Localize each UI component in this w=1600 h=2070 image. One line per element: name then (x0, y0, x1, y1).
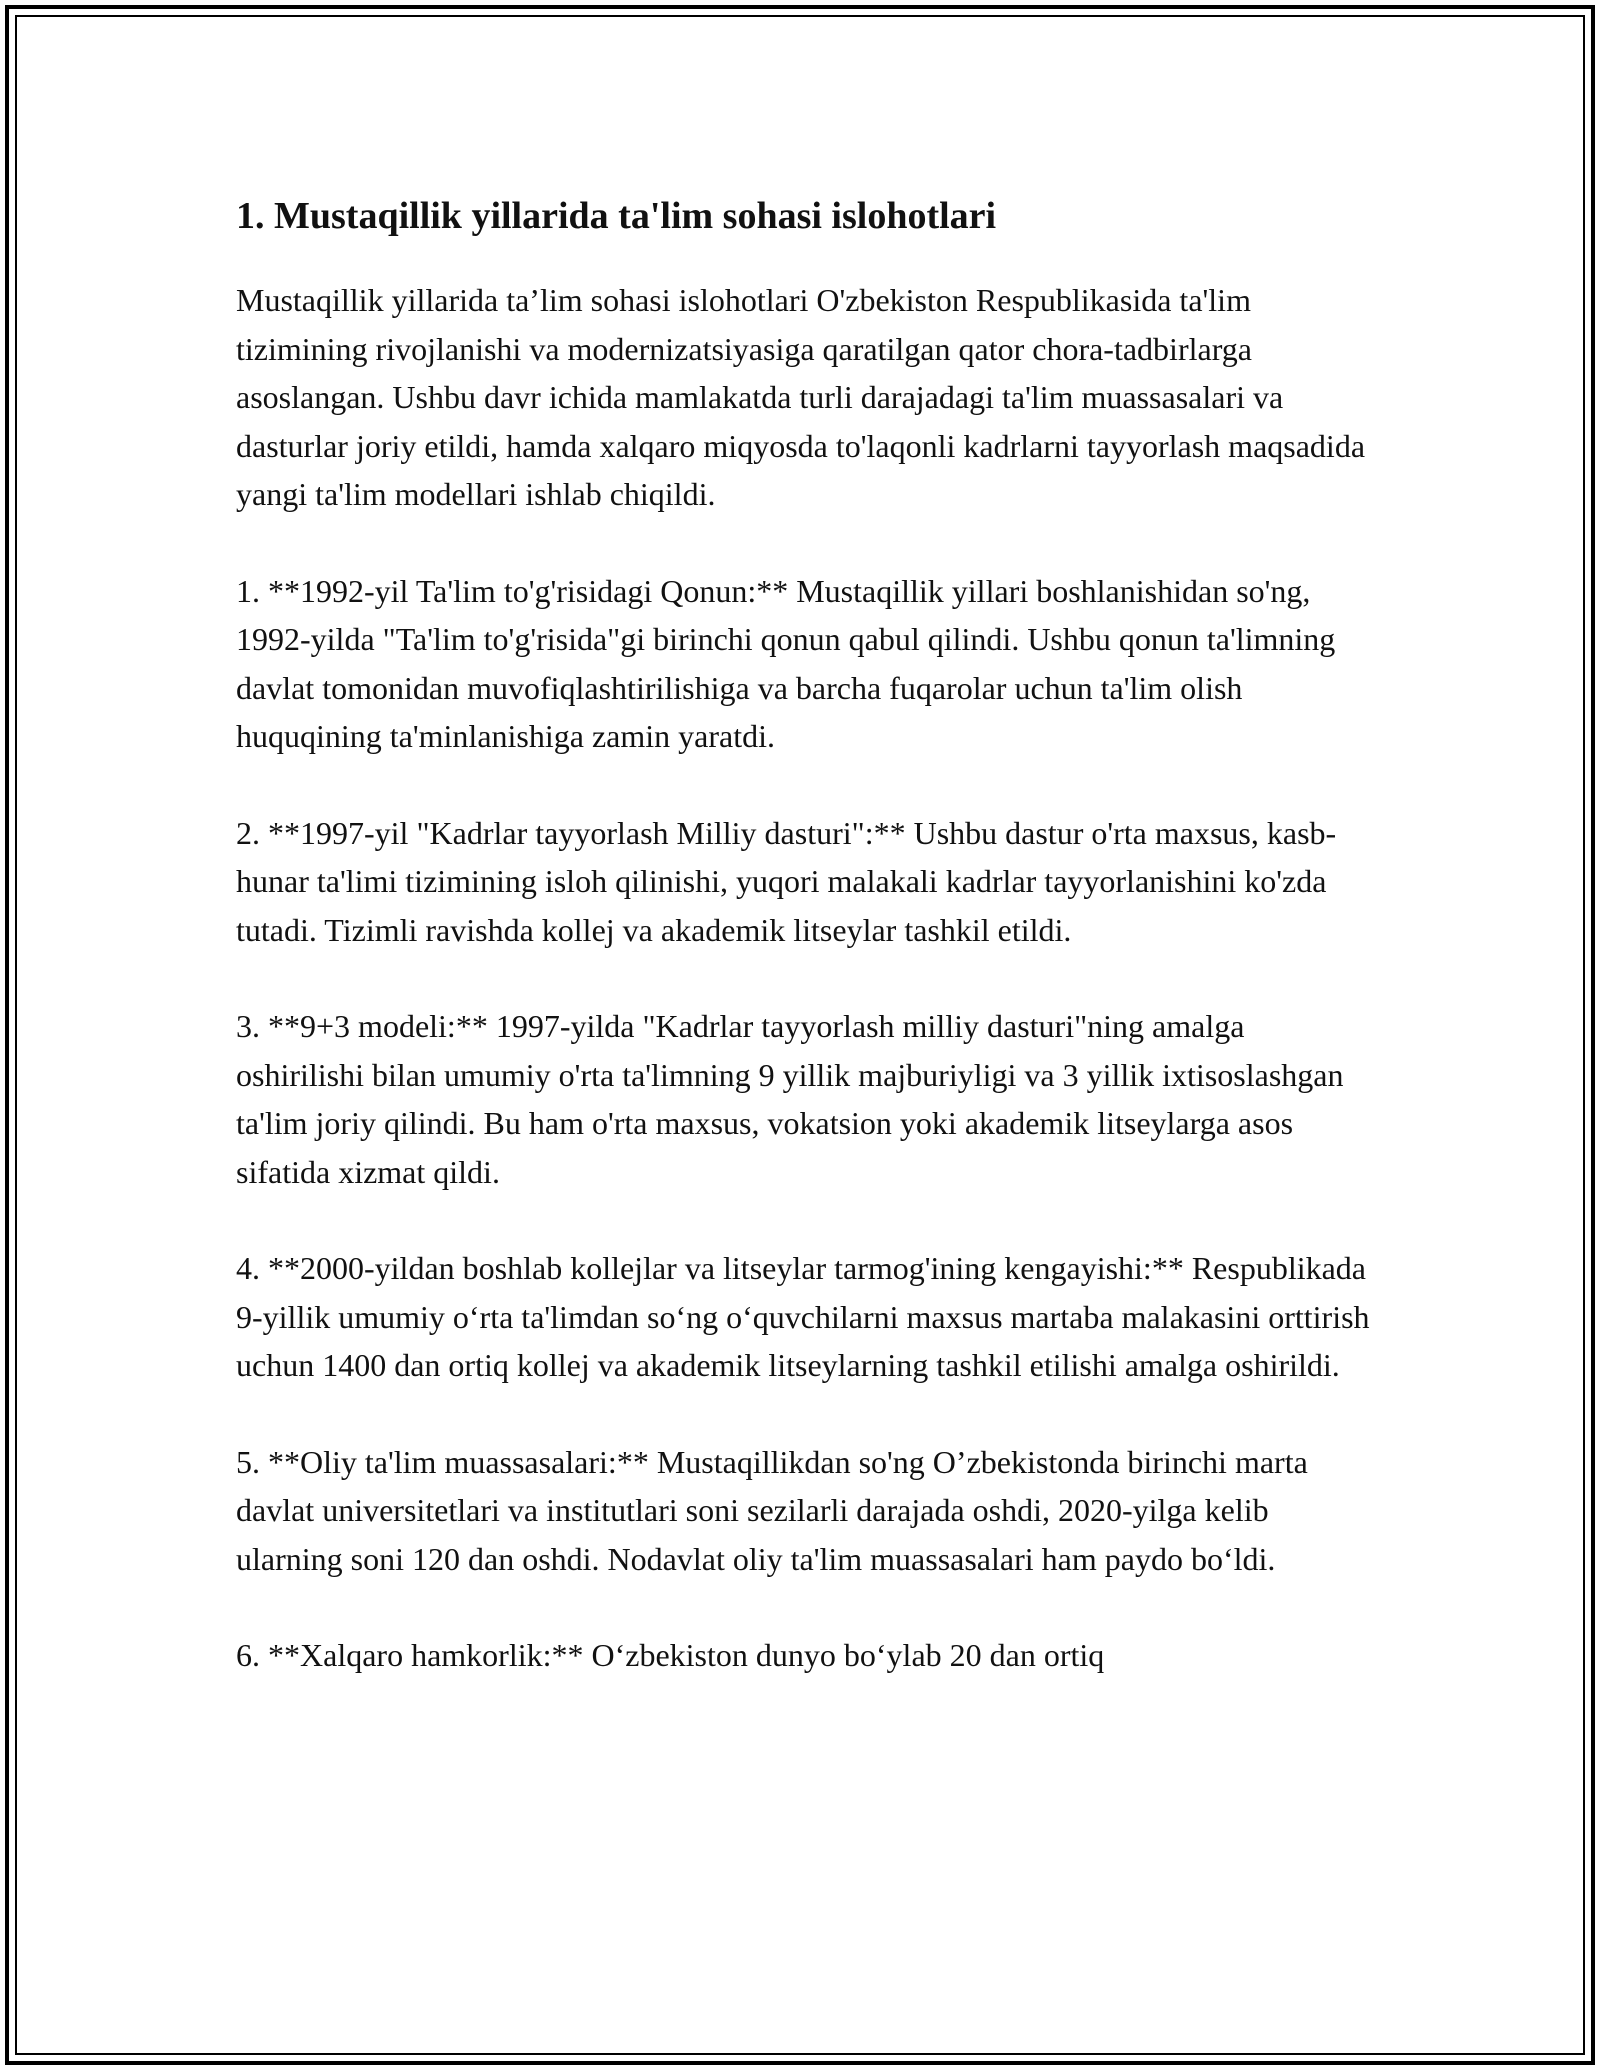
list-item-1997-program: 2. **1997-yil "Kadrlar tayyorlash Milliy dasturi":** Ushbu dastur o'rta maxsus, kasb-hunar ta'limi tizimining isloh qilinishi, yuqori malakali kadrlar tayyorlanishini ko'zda tutadi. Tizimli ravishda kollej va akademik litseylar tashkil etildi. (236, 814, 1337, 948)
list-item-international-cooperation: 6. **Xalqaro hamkorlik:** O‘zbekiston dunyo bo‘ylab 20 dan ortiq (236, 1637, 1105, 1673)
section-heading: 1. Mustaqillik yillarida ta'lim sohasi islohotlari (236, 195, 997, 237)
list-item-1992-law: 1. **1992-yil Ta'lim to'g'risidagi Qonun:** Mustaqillik yillari boshlanishidan so'ng, 1992-yilda "Ta'lim to'g'risida"gi birinchi qonun qabul qilindi. Ushbu qonun ta'limning davlat tomonidan muvofiqlashtirilishiga va barcha fuqarolar uchun ta'lim olish huquqining ta'minlanishiga zamin yaratdi. (236, 572, 1336, 754)
document-body (236, 190, 1376, 1728)
list-item-9-3-model: 3. **9+3 modeli:** 1997-yilda "Kadrlar tayyorlash milliy dasturi"ning amalga oshirilishi bilan umumiy o'rta ta'limning 9 yillik majburiyligi va 3 yillik ixtisoslashgan ta'lim joriy qilindi. Bu ham o'rta maxsus, vokatsion yoki akademik litseylarga asos sifatida xizmat qildi. (236, 1008, 1344, 1190)
list-item-higher-education: 5. **Oliy ta'lim muassasalari:** Mustaqillikdan so'ng O’zbekistonda birinchi marta davlat universitetlari va institutlari soni sezilarli darajada oshdi, 2020-yilga kelib ularning soni 120 dan oshdi. Nodavlat oliy ta'lim muassasalari ham paydo bo‘ldi. (236, 1443, 1308, 1577)
intro-paragraph: Mustaqillik yillarida ta’lim sohasi islohotlari O'zbekiston Respublikasida ta'lim tizimining rivojlanishi va modernizatsiyasiga qaratilgan qator chora-tadbirlarga asoslangan. Ushbu davr ichida mamlakatda turli darajadagi ta'lim muassasalari va dasturlar joriy etildi, hamda xalqaro miqyosda to'laqonli kadrlarni tayyorlash maqsadida yangi ta'lim modellari ishlab chiqildi. (236, 282, 1366, 512)
list-item-colleges-lyceums: 4. **2000-yildan boshlab kollejlar va litseylar tarmog'ining kengayishi:** Respublikada 9-yillik umumiy o‘rta ta'limdan so‘ng o‘quvchilarni maxsus martaba malakasini orttirish uchun 1400 dan ortiq kollej va akademik litseylarning tashkil etilishi amalga oshirildi. (236, 1250, 1370, 1383)
